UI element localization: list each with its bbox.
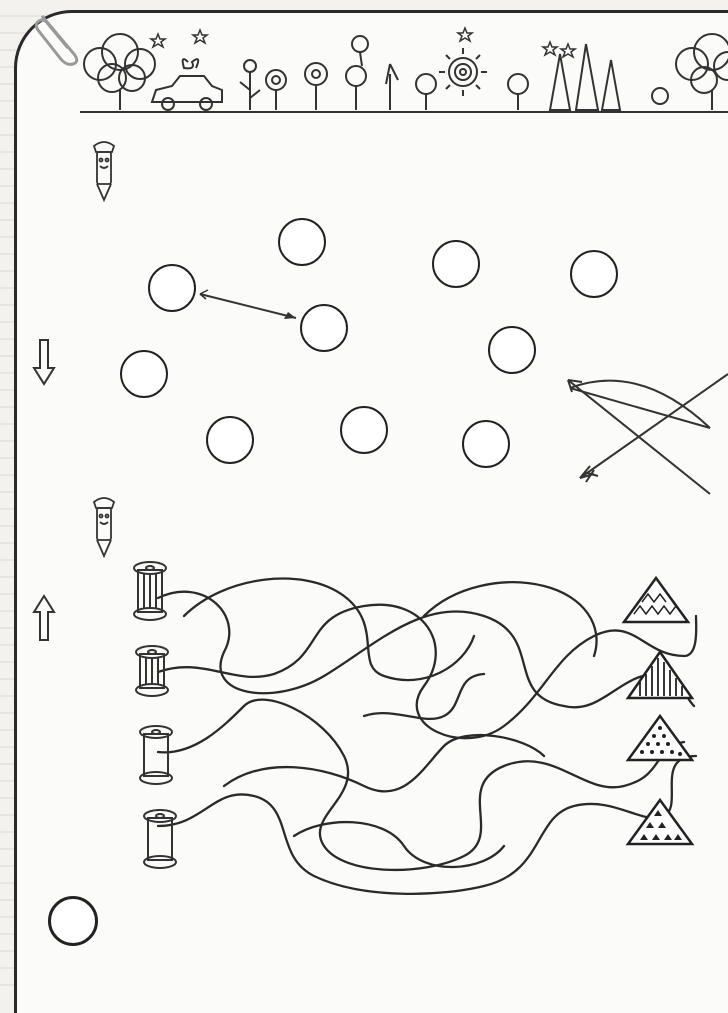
pencil-mascot-icon	[88, 138, 120, 204]
tree-doodle-icon-right	[676, 34, 728, 110]
spool-icon-2[interactable]	[130, 644, 178, 700]
bottom-arrow-row	[112, 922, 728, 962]
fabric-triangle-small-triangles[interactable]	[624, 796, 696, 848]
tree-doodle-icon	[84, 34, 155, 110]
spool-icon-4[interactable]	[138, 808, 186, 872]
letter-circle-a[interactable]	[148, 264, 196, 312]
letter-circle-h[interactable]	[432, 240, 480, 288]
page-number	[48, 896, 98, 946]
letter-circle-k[interactable]	[120, 350, 168, 398]
side-section-label	[15, 340, 49, 580]
fir-tree-doodles	[550, 44, 620, 110]
fabric-triangle-stripes[interactable]	[624, 648, 696, 702]
star-doodles	[151, 28, 575, 57]
example-arrow-a-to-b	[196, 282, 306, 326]
spool-icon-3[interactable]	[134, 724, 182, 788]
letter-circle-zh[interactable]	[462, 420, 510, 468]
pencil-mascot-icon-2	[88, 494, 120, 560]
paperclip-icon	[28, 6, 88, 66]
letter-circle-d[interactable]	[570, 250, 618, 298]
letter-circle-z[interactable]	[340, 406, 388, 454]
sun-doodle-icon	[439, 48, 487, 96]
thread-path-1	[158, 592, 694, 708]
thread-path-3	[158, 700, 684, 870]
car-doodle-icon	[152, 59, 222, 110]
flower-doodles	[240, 36, 436, 110]
letter-circle-b[interactable]	[300, 304, 348, 352]
bow-and-arrows-icon	[560, 368, 728, 508]
letter-circle-v[interactable]	[278, 218, 326, 266]
fabric-triangle-zigzag[interactable]	[620, 574, 692, 626]
fabric-triangle-dots[interactable]	[624, 712, 696, 764]
spool-icon-1[interactable]	[128, 560, 176, 624]
letter-circle-e[interactable]	[488, 326, 536, 374]
letter-circle-i[interactable]	[206, 416, 254, 464]
arrow-up-icon	[32, 592, 56, 642]
top-doodle-border	[80, 14, 728, 134]
